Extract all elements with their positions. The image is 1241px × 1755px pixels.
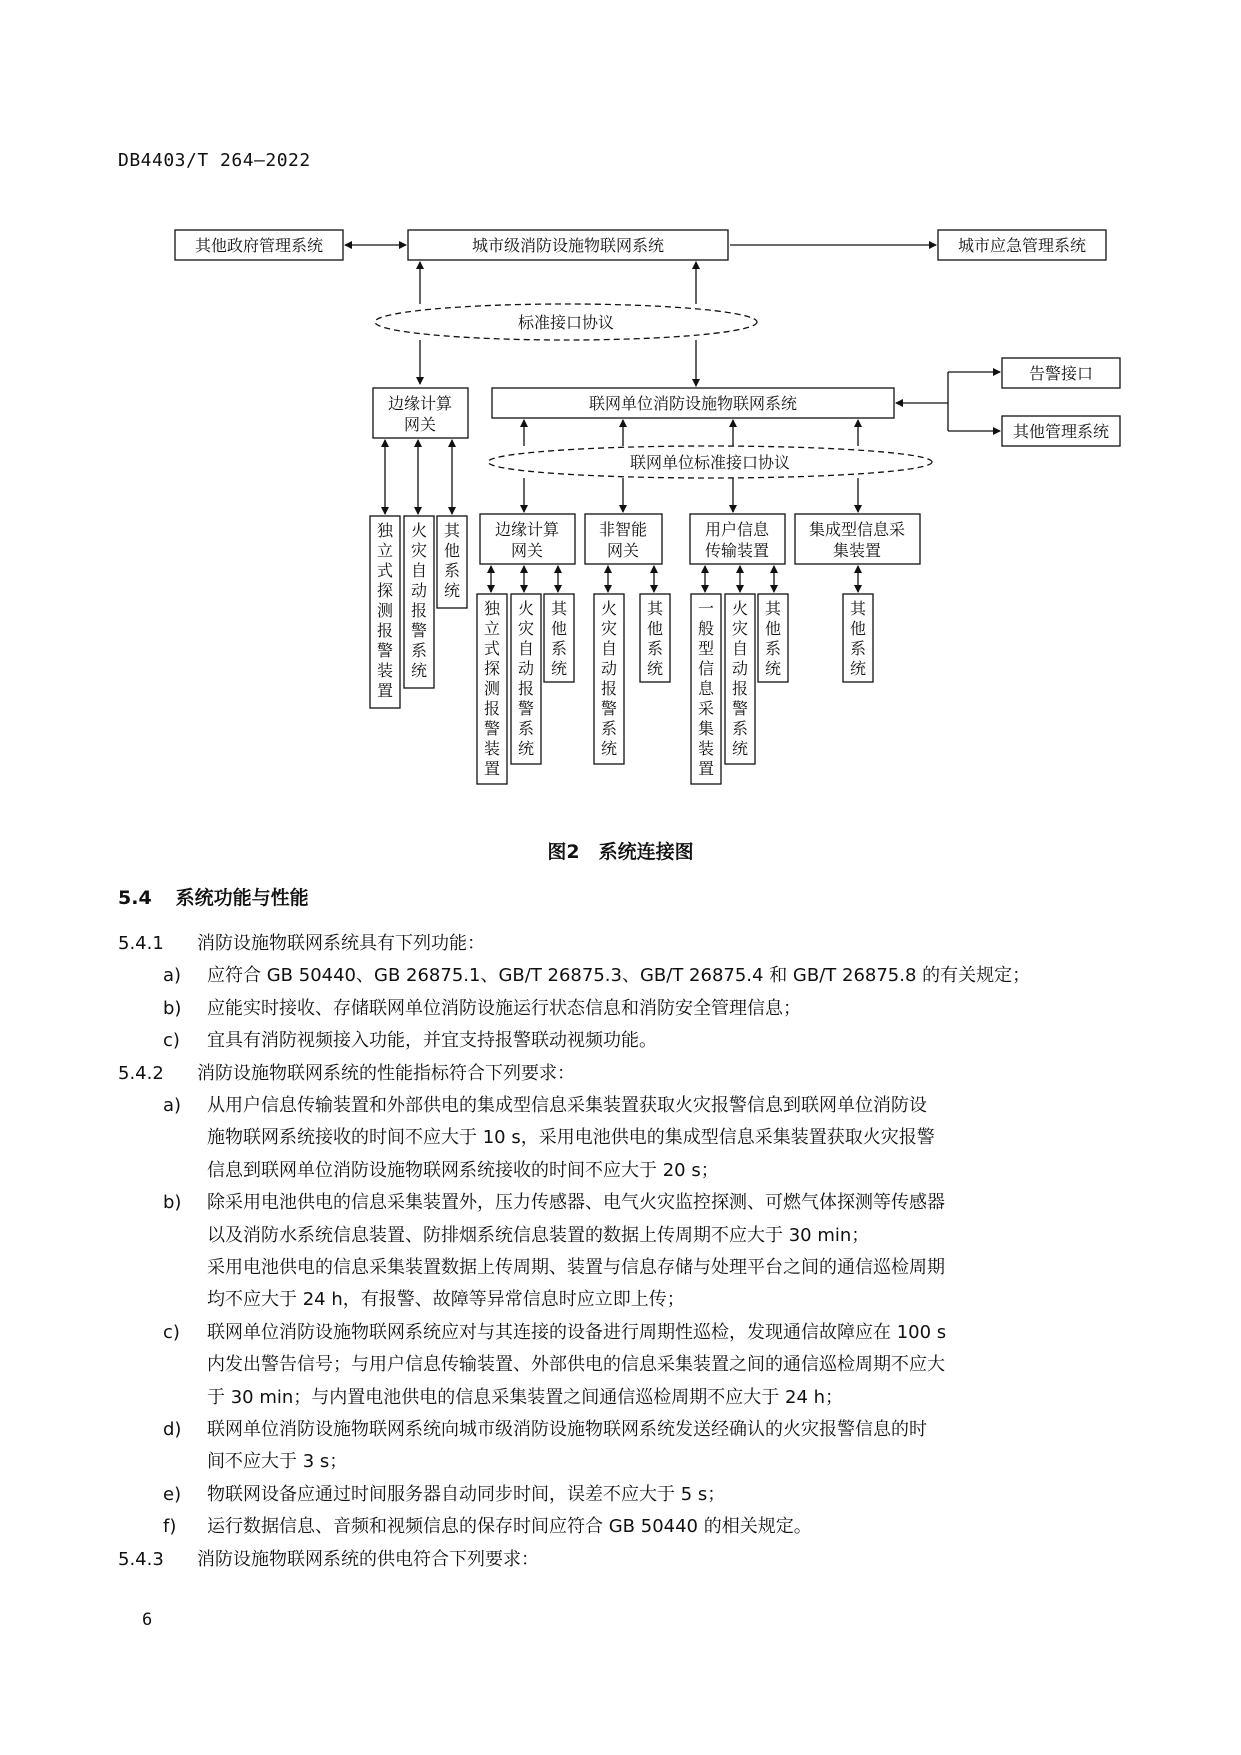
section-number: 5.4 xyxy=(118,887,152,909)
list-item-label: b) xyxy=(163,997,182,1019)
clause-number: 5.4.1 xyxy=(118,933,164,954)
leaf-other-nonsmart: 其他系统 xyxy=(646,599,664,678)
list-item-text: 应能实时接收、存储联网单位消防设施运行状态信息和消防安全管理信息； xyxy=(207,997,801,1019)
list-item-text: 以及消防水系统信息装置、防排烟系统信息装置的数据上传周期不应大于 30 min； xyxy=(207,1224,870,1246)
list-item-text: 间不应大于 3 s； xyxy=(207,1451,348,1473)
list-item-label: c) xyxy=(163,1321,180,1343)
list-item-text: 内发出警告信号；与用户信息传输装置、外部供电的信息采集装置之间的通信巡检周期不应大 xyxy=(207,1354,945,1376)
list-item-text: 物联网设备应通过时间服务器自动同步时间，误差不应大于 5 s； xyxy=(207,1483,726,1505)
list-item-text: 宜具有消防视频接入功能，并宜支持报警联动视频功能。 xyxy=(207,1030,657,1052)
edge-gateway-label-2: 网关 xyxy=(510,541,544,560)
list-item-text: 除采用电池供电的信息采集装置外，压力传感器、电气火灾监控探测、可燃气体探测等传感器 xyxy=(207,1192,945,1214)
section-title: 系统功能与性能 xyxy=(175,887,309,909)
leaf-fire-alarm-left: 火灾自动报警系统 xyxy=(410,521,428,680)
list-item-text: 采用电池供电的信息采集装置数据上传周期、装置与信息存储与处理平台之间的通信巡检周期 xyxy=(207,1257,945,1278)
clause-text: 消防设施物联网系统具有下列功能： xyxy=(197,933,485,954)
standard-code: DB4403/T 264—2022 xyxy=(118,150,311,171)
list-item-text: 施物联网系统接收的时间不应大于 10 s，采用电池供电的集成型信息采集装置获取火灾报警 xyxy=(207,1127,935,1149)
list-item-text: 联网单位消防设施物联网系统向城市级消防设施物联网系统发送经确认的火灾报警信息的时 xyxy=(207,1419,927,1440)
page-number: 6 xyxy=(142,1610,153,1630)
alarm-interface-label: 告警接口 xyxy=(1028,364,1094,383)
edge-gateway-left-label-1: 边缘计算 xyxy=(387,394,453,413)
leaf-fire-alarm-userinfo: 火灾自动报警系统 xyxy=(731,599,749,758)
section-heading xyxy=(118,883,309,910)
list-item-label: a) xyxy=(163,1095,182,1116)
leaf-fire-alarm-edge: 火灾自动报警系统 xyxy=(517,599,535,758)
list-item-text: 运行数据信息、音频和视频信息的保存时间应符合 GB 50440 的相关规定。 xyxy=(207,1516,812,1538)
system-connection-diagram xyxy=(0,0,1241,820)
leaf-standalone-edge: 独立式探测报警装置 xyxy=(483,599,501,778)
list-item-text: 信息到联网单位消防设施物联网系统接收的时间不应大于 20 s； xyxy=(207,1159,719,1181)
other-mgmt-label: 其他管理系统 xyxy=(1012,422,1110,441)
clause-number: 5.4.3 xyxy=(118,1548,164,1570)
list-item-text: 应符合 GB 50440、GB 26875.1、GB/T 26875.3、GB/T 26875.4 和 GB/T 26875.8 的有关规定； xyxy=(207,965,1031,987)
integrated-label-1: 集成型信息采 xyxy=(808,520,906,539)
clause-text: 消防设施物联网系统的供电符合下列要求： xyxy=(197,1548,539,1570)
clause-text: 消防设施物联网系统的性能指标符合下列要求： xyxy=(197,1062,575,1084)
other-gov-label: 其他政府管理系统 xyxy=(194,236,324,255)
user-info-label-2: 传输装置 xyxy=(704,541,770,560)
figure-caption: 图2 系统连接图 xyxy=(547,841,694,863)
leaf-other-userinfo: 其他系统 xyxy=(764,599,782,678)
city-iot-label: 城市级消防设施物联网系统 xyxy=(471,236,665,255)
integrated-label-2: 集装置 xyxy=(832,541,882,560)
user-info-label-1: 用户信息 xyxy=(704,520,770,539)
list-item-label: b) xyxy=(163,1192,182,1214)
clause-number: 5.4.2 xyxy=(118,1062,164,1084)
list-item-label: d) xyxy=(163,1419,182,1440)
list-item-text: 均不应大于 24 h，有报警、故障等异常信息时应立即上传； xyxy=(207,1289,685,1311)
leaf-other-integrated: 其他系统 xyxy=(849,599,867,678)
list-item-label: c) xyxy=(163,1030,180,1052)
list-item-label: a) xyxy=(163,965,182,987)
edge-gateway-label-1: 边缘计算 xyxy=(494,520,560,539)
leaf-other-left: 其他系统 xyxy=(443,521,461,600)
list-item-text: 从用户信息传输装置和外部供电的集成型信息采集装置获取火灾报警信息到联网单位消防设 xyxy=(207,1095,927,1116)
non-smart-label-2: 网关 xyxy=(606,541,640,560)
leaf-fire-alarm-nonsmart: 火灾自动报警系统 xyxy=(600,599,618,758)
leaf-other-edge: 其他系统 xyxy=(550,599,568,678)
std-protocol-label: 标准接口协议 xyxy=(517,313,615,332)
non-smart-label-1: 非智能 xyxy=(598,520,648,539)
unit-protocol-label: 联网单位标准接口协议 xyxy=(629,453,791,472)
list-item-label: f) xyxy=(163,1516,177,1538)
city-emergency-label: 城市应急管理系统 xyxy=(957,236,1087,255)
leaf-general-collect: 一般型信息采集装置 xyxy=(697,599,715,778)
leaf-standalone-left: 独立式探测报警装置 xyxy=(376,521,394,700)
edge-gateway-left-label-2: 网关 xyxy=(403,415,437,434)
list-item-text: 联网单位消防设施物联网系统应对与其连接的设备进行周期性巡检，发现通信故障应在 100 s xyxy=(207,1321,947,1343)
list-item-text: 于 30 min；与内置电池供电的信息采集装置之间通信巡检周期不应大于 24 h； xyxy=(207,1386,844,1408)
list-item-label: e) xyxy=(163,1483,182,1505)
unit-iot-label: 联网单位消防设施物联网系统 xyxy=(588,394,798,413)
